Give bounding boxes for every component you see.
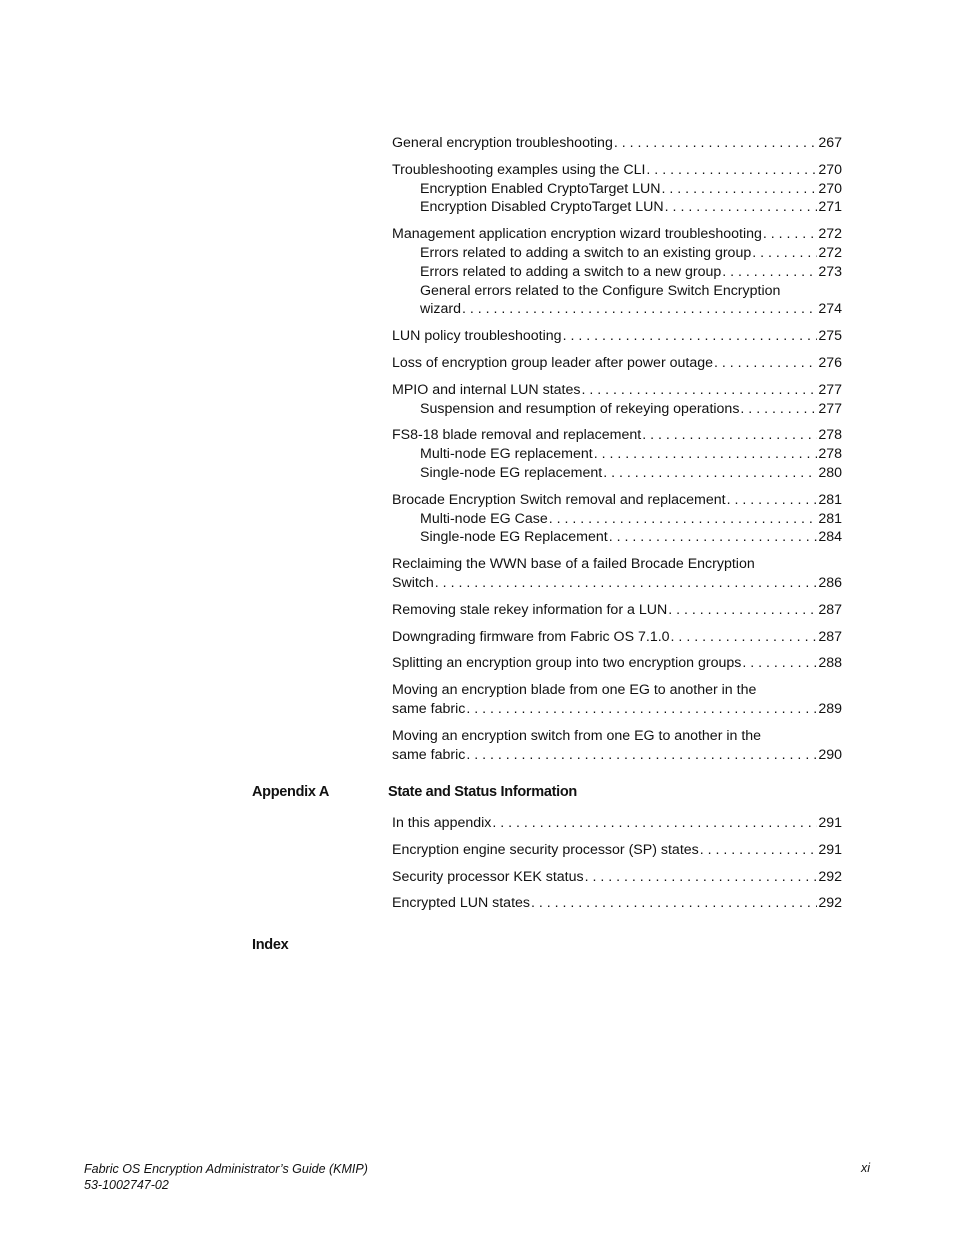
toc-entry[interactable] (392, 327, 842, 346)
toc-group (392, 681, 842, 719)
toc-subentry[interactable] (392, 198, 842, 217)
dot-leader (668, 601, 817, 620)
toc-entry-title: Brocade Encryption Switch removal and replacement (392, 491, 726, 508)
toc-entry[interactable] (392, 574, 842, 593)
toc-entry[interactable] (392, 601, 842, 620)
toc-group (392, 225, 842, 319)
toc-entry-page: 278 (818, 446, 842, 463)
dot-leader (700, 841, 818, 860)
toc-group (392, 555, 842, 593)
toc-entry-title: Management application encryption wizard troubleshooting (392, 226, 762, 243)
toc-entry[interactable] (392, 381, 842, 400)
toc-entry[interactable] (392, 491, 842, 510)
toc-entry-title: LUN policy troubleshooting (392, 328, 562, 345)
toc-entry-title: Suspension and resumption of rekeying operations (420, 400, 740, 417)
toc-entry-title: Encryption Disabled CryptoTarget LUN (420, 199, 664, 216)
toc-group (392, 354, 842, 373)
toc-group (392, 868, 842, 887)
toc-entry-title: Troubleshooting examples using the CLI (392, 161, 646, 178)
toc-group (392, 894, 842, 913)
toc-appendix-section (392, 814, 842, 921)
toc-entry-page: 281 (818, 510, 842, 527)
dot-leader (727, 491, 818, 510)
toc-entry-page: 280 (818, 464, 842, 481)
toc-entry-page: 277 (818, 381, 842, 398)
toc-entry-title: General encryption troubleshooting (392, 135, 613, 151)
footer-doc-title: Fabric OS Encryption Administrator’s Guide (KMIP) (84, 1162, 368, 1176)
dot-leader (742, 654, 817, 673)
toc-entry[interactable] (392, 746, 842, 765)
toc-entry-title: Single-node EG replacement (420, 464, 603, 481)
toc-entry-page: 272 (818, 226, 842, 243)
toc-group (392, 601, 842, 620)
toc-entry-title: Splitting an encryption group into two encryption groups (392, 655, 742, 672)
toc-entry-page: 286 (818, 574, 842, 591)
toc-entry-page: 291 (818, 815, 842, 831)
toc-entry-title: MPIO and internal LUN states (392, 381, 581, 398)
toc-subentry[interactable] (392, 244, 842, 263)
toc-entry-page: 289 (818, 700, 842, 717)
toc-subentry[interactable] (392, 528, 842, 547)
toc-entry[interactable] (392, 225, 842, 244)
toc-entry-title: Security processor KEK status (392, 868, 584, 885)
dot-leader (531, 894, 817, 913)
toc-subentry[interactable] (392, 180, 842, 199)
toc-entry-title: same fabric (392, 746, 466, 763)
toc-subentry[interactable] (392, 510, 842, 529)
toc-entry-page: 291 (818, 841, 842, 858)
toc-entry-title: wizard (420, 301, 461, 318)
toc-subentry[interactable] (392, 300, 842, 319)
toc-subentry[interactable] (392, 464, 842, 483)
dot-leader (492, 814, 817, 833)
toc-entry-title: Multi-node EG Case (420, 510, 548, 527)
dot-leader (646, 161, 817, 180)
toc-group (392, 654, 842, 673)
toc-entry-title: Loss of encryption group leader after power outage (392, 354, 713, 371)
toc-group (392, 426, 842, 482)
toc-entry-line1[interactable]: Moving an encryption switch from one EG to another in the (392, 727, 762, 744)
toc-group (392, 381, 842, 419)
toc-entry-page: 272 (818, 244, 842, 261)
toc-group (392, 841, 842, 860)
dot-leader (740, 400, 817, 419)
toc-entry-page: 273 (818, 263, 842, 280)
dot-leader (642, 426, 817, 445)
toc-entry-title: Encryption engine security processor (SP) states (392, 841, 699, 858)
dot-leader (462, 300, 817, 319)
toc-group (392, 327, 842, 346)
toc-entry[interactable] (392, 868, 842, 887)
dot-leader (585, 868, 818, 887)
toc-entry[interactable] (392, 654, 842, 673)
toc-entry-title: Errors related to adding a switch to an existing group (420, 244, 752, 261)
dot-leader (581, 381, 817, 400)
toc-entry-page: 287 (818, 601, 842, 618)
dot-leader (752, 244, 817, 263)
toc-entry-title: Switch (392, 574, 434, 591)
toc-entry[interactable] (392, 814, 842, 833)
toc-entry[interactable] (392, 894, 842, 913)
dot-leader (714, 354, 817, 373)
toc-group (392, 727, 842, 765)
toc-group (392, 814, 842, 833)
index-heading[interactable]: Index (252, 937, 289, 953)
dot-leader (435, 574, 818, 593)
toc-entry[interactable] (392, 134, 842, 153)
toc-entry-title: Removing stale rekey information for a LUN (392, 601, 668, 618)
appendix-label[interactable]: Appendix A (252, 784, 330, 800)
toc-entry-title: Single-node EG Replacement (420, 529, 608, 546)
toc-entry-title: Encryption Enabled CryptoTarget LUN (420, 180, 661, 197)
toc-entry-page: 288 (818, 655, 842, 672)
footer-page-number: xi (860, 1161, 870, 1175)
toc-group (392, 628, 842, 647)
toc-entry-page: 271 (818, 199, 842, 216)
footer-doc-info (84, 1161, 368, 1193)
dot-leader (466, 746, 817, 765)
toc-entry[interactable] (392, 354, 842, 373)
toc-entry[interactable] (392, 628, 842, 647)
appendix-title[interactable]: State and Status Information (388, 784, 577, 800)
toc-entry-line1[interactable]: Moving an encryption blade from one EG to another in the (392, 682, 757, 699)
dot-leader (549, 510, 818, 529)
toc-group (392, 491, 842, 547)
toc-entry-title: Encrypted LUN states (392, 895, 530, 912)
toc-entry-page: 270 (818, 161, 842, 178)
toc-entry-title: Downgrading firmware from Fabric OS 7.1.0 (392, 628, 670, 645)
toc-entry-page: 278 (818, 427, 842, 444)
toc-entry[interactable] (392, 700, 842, 719)
dot-leader (594, 445, 818, 464)
dot-leader (563, 327, 818, 346)
dot-leader (665, 198, 818, 217)
toc-entry[interactable] (392, 161, 842, 180)
toc-entry-title: FS8-18 blade removal and replacement (392, 427, 642, 444)
toc-entry-page: 276 (818, 354, 842, 371)
toc-entry-page: 274 (818, 301, 842, 318)
toc-entry-title: same fabric (392, 700, 466, 717)
dot-leader (763, 225, 817, 244)
toc-subentry-line1[interactable]: General errors related to the Configure Switch Encryption (420, 282, 781, 299)
toc-entry-line1[interactable]: Reclaiming the WWN base of a failed Brocade Encryption (392, 556, 755, 573)
toc-entry-page: 290 (818, 746, 842, 763)
dot-leader (614, 134, 817, 153)
dot-leader (603, 464, 817, 483)
toc-entry[interactable] (392, 841, 842, 860)
toc-entry-title: Multi-node EG replacement (420, 446, 593, 463)
toc-entry-page: 292 (818, 895, 842, 912)
toc-entry-page: 292 (818, 868, 842, 885)
dot-leader (662, 180, 818, 199)
dot-leader (609, 528, 818, 547)
toc-entry-title: In this appendix (392, 815, 492, 831)
dot-leader (722, 263, 817, 282)
dot-leader (466, 700, 817, 719)
toc-entry-page: 281 (818, 491, 842, 508)
footer-doc-number: 53-1002747-02 (84, 1178, 169, 1192)
toc-entry-page: 287 (818, 628, 842, 645)
toc-entry-page: 267 (818, 135, 842, 151)
toc-entry-page: 284 (818, 529, 842, 546)
toc-subentry[interactable] (392, 445, 842, 464)
toc-entry-page: 277 (818, 400, 842, 417)
toc-group (392, 134, 842, 153)
toc-entry-page: 275 (818, 328, 842, 345)
toc-entry[interactable] (392, 426, 842, 445)
toc-group (392, 161, 842, 217)
toc-entry-title: Errors related to adding a switch to a new group (420, 263, 722, 280)
toc-main-section (392, 134, 842, 772)
toc-entry-page: 270 (818, 180, 842, 197)
dot-leader (671, 628, 818, 647)
toc-subentry[interactable] (392, 400, 842, 419)
toc-subentry[interactable] (392, 263, 842, 282)
